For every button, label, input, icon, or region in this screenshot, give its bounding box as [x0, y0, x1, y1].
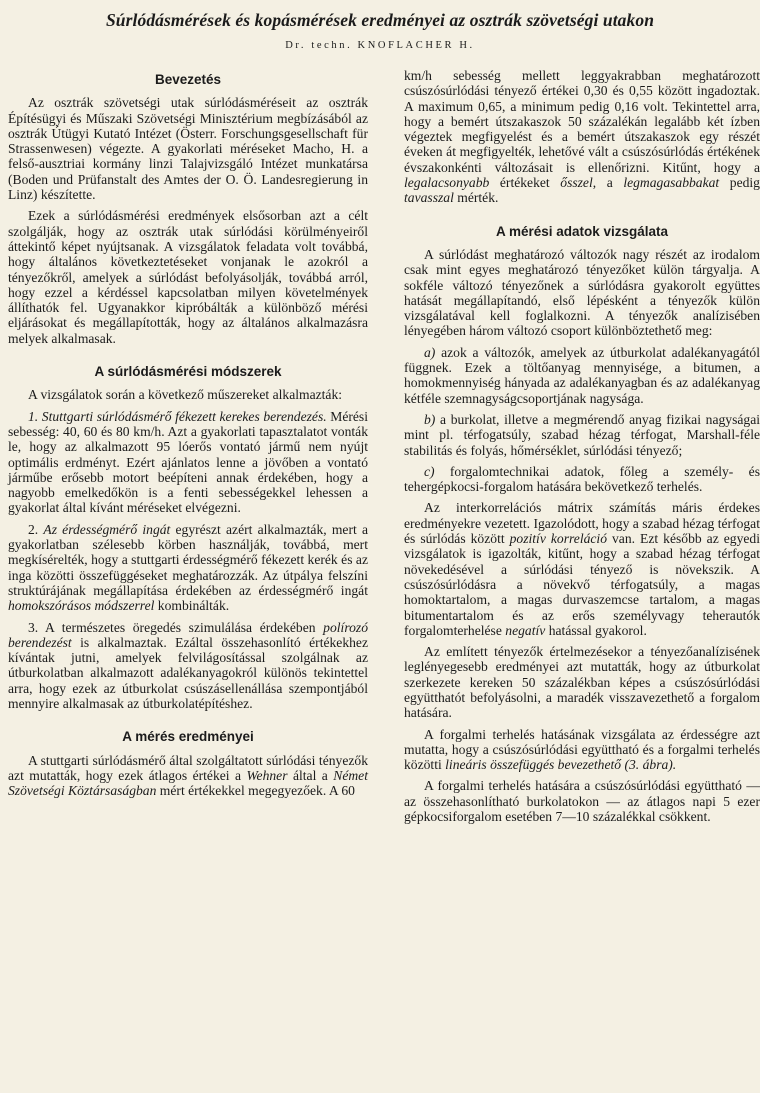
paragraph: A súrlódást meghatározó változók nagy részét az irodalom csak mint egyes meghatározó tényezőket külön tárgyalja. A sokféle változó tényezőnek a súrlódásra gyakorolt együttes hatását megállapítandó, első lépésként a tényezők külön vizsgálatával kell foglalkozni. A tényezők analízisében lényegében három változó csoport különböztethető meg:: [404, 246, 760, 339]
paragraph: 2. Az érdességmérő ingát egyrészt azért alkalmazták, mert a gyakorlatban szélesebb körben használják, továbbá, mert megkísérelték, hogy a stuttgarti érdességmérő fékezett kerék és az inga közötti összefüggéseket meghatározzák. Az útpálya felszíni struktúrájának megállapítása érdekében az érdességmérő ingát homokszórásos módszerrel kombinálták.: [8, 521, 368, 614]
list-marker: b): [424, 411, 436, 427]
paragraph: Az említett tényezők értelmezésekor a tényezőanalízisének leglényegesebb eredményei azt mutatták, hogy az útburkolat szerkezete kereken 50 százalékban képes a csúszósúrlódási együtthatót befolyásolni, a maradék visszavezethető a forgalom hatására.: [404, 644, 760, 721]
emphasis: legalacsonyabb: [404, 175, 490, 191]
paragraph: Az interkorrelációs mátrix számítás máris érdekes eredményekre vezetett. Igazolódott, hogy a szabad hézag térfogat és súrlódás között pozitív korreláció van. Ezt később az egyedi vizsgálatok is igazolták, kitűnt, hogy a szabad hézag térfogat növekedésével a súrlódási tényező is növekszik. A csúszósúrlódásra a növekvő térfogatsúly, a magas homoktartalom, a magas durvaszemcse tartalom, a magas bitumentartalom és az erős személyvagy teherautók forgalomterhelése negatív hatással gyakorol.: [404, 500, 760, 638]
article-title: Súrlódásmérések és kopásmérések eredményei az osztrák szövetségi utakon: [105, 10, 655, 30]
list-item: c) forgalomtechnikai adatok, főleg a személy- és tehergépkocsi-forgalom hatására bekövetkező terhelés.: [404, 463, 760, 495]
emphasis: pozitív korreláció: [509, 531, 607, 547]
emphasis: Az érdességmérő ingát: [43, 521, 171, 537]
section-heading-bevezetes: Bevezetés: [154, 72, 222, 87]
paragraph: 3. A természetes öregedés szimulálása érdekében polírozó berendezést is alkalmaztak. Ezáltal összehasonlító értékekhez kívántak jutni, amelyek felvilágosítással szolgálnak az útburkolatban alkalmazott adalékanyagokról különös tekintettel arra, hogy ezek az útburkolat csúszásellenállása szempontjából mennyire alkalmasak az útburkolatépítéshez.: [8, 619, 368, 711]
emphasis: Német Szövetségi Köztársaságban: [8, 767, 368, 799]
paragraph: km/h sebesség mellett leggyakrabban meghatározott csúszósúrlódási tényező értékei 0,30 és 0,55 között ingadoztak. A maximum 0,65, a minimum pedig 0,16 volt. Tekintettel arra, hogy a bemért útszakaszok 50 százalékán legalább két ízben végeztek megfigyelést és a bemért útszakaszok egy részét éveken át megfigyelték, lehetővé vált a csúszósúrlódás értékének évszakonkénti változásait is ellenőrizni. Kitűnt, hogy a legalacsonyabb értékeket ősszel, a legmagasabbakat pedig tavasszal mérték.: [404, 68, 760, 206]
paragraph: A stuttgarti súrlódásmérő által szolgáltatott súrlódási tényezők azt mutatták, hogy ezek átlagos értékei a Wehner által a Német Szövetségi Köztársaságban mért értékekkel megegyezőek. A 60: [8, 752, 368, 799]
emphasis: legmagasabbakat: [623, 175, 720, 191]
left-column: [8, 68, 368, 804]
emphasis: negatív: [505, 622, 546, 638]
emphasis: Wehner: [246, 767, 288, 783]
paragraph: Az osztrák szövetségi utak súrlódásméréseit az osztrák Építésügyi és Műszaki Szövetségi Minisztérium megbízásából az osztrák Útügyi Kutató Intézet (Österr. Forschungsgesellschaft für Strassenwesen) végezte. A gyakorlati méréseket Macho, H. a felső-ausztriai kormány linzi Talajvizsgáló Intézet munkatársa (Boden und Prüfanstalt des Amtes der O. Ö. Landesregierung in Linz) készítette.: [8, 95, 368, 203]
section-heading-eredmenyei: A mérés eredményei: [122, 729, 254, 745]
list-marker: c): [424, 463, 435, 479]
list-marker: a): [424, 344, 436, 360]
right-column: [404, 68, 760, 830]
emphasis: tavasszal: [404, 190, 454, 206]
section-heading-modszerek: A súrlódásmérési módszerek: [94, 364, 282, 380]
emphasis: homokszórásos módszerrel: [8, 598, 155, 614]
paragraph: A forgalmi terhelés hatására a csúszósúrlódási együttható — az összehasonlítható burkolatokon — az átlagos napi 5 ezer gépkocsiforgalom esetében 7—10 százalékkal csökkent.: [404, 778, 760, 825]
paragraph: A vizsgálatok során a következő műszereket alkalmazták:: [28, 387, 343, 403]
paragraph: Ezek a súrlódásmérési eredmények elsősorban azt a célt szolgálják, hogy az osztrák utak súrlódási körülményeiről áttekintő képet nyújtsanak. A vizsgálatok feladata volt továbbá, hogy általános következtetéseket vonjanak le azokról a tényezőkről, amelyek a súrlódást befolyásolják, továbbá arról, hogy ezzel a kérdéssel kapcsolatban milyen követelmények állíthatók fel. Ugyanakkor kipróbálták a különböző mérési eljárásokat és megállapították, hogy az általános alkalmazásra melyek alkalmasak.: [8, 208, 368, 346]
list-item: b) a burkolat, illetve a megmérendő anyag fizikai nagyságai mint pl. térfogatsúly, szabad hézag térfogat, Marshall-féle stabilitás és folyás, hőmérséklet, súrlódási tényező;: [404, 411, 760, 458]
list-item: a) azok a változók, amelyek az útburkolat adalékanyagától függnek. Ezek a töltőanyag mennyisége, a bitumen, a homokmennyiség hányada az adalékanyagban és az adalékanyag kétféle szemnagyságcsoportjának nagysága.: [404, 344, 760, 406]
emphasis: ősszel: [560, 175, 593, 191]
paragraph: A forgalmi terhelés hatásának vizsgálata az érdességre azt mutatta, hogy a csúszósúrlódási együttható és a forgalmi terhelés közötti lineáris összefüggés bevezethető (3. ábra).: [404, 726, 760, 773]
emphasis: 1. Stuttgarti súrlódásmérő fékezett kerekes berendezés.: [28, 408, 327, 424]
paragraph: 1. Stuttgarti súrlódásmérő fékezett kerekes berendezés. Mérési sebesség: 40, 60 és 80 km/h. Azt a gyakorlati tapasztalatot vonták le, hogy az alkalmazott 95 lóerős vontató jármű nem nyújt optimális erdményt. Ezért ajánlatos lenne a jövőben a vontató járműbe erősebb motort beépíteni annak érdekében, hogy a nagyobb emelkedőkön is a fenti sebességekkel lehessen a gyakorlat által kívánt méréseket elvégezni.: [8, 408, 368, 516]
section-heading-vizsgalata: A mérési adatok vizsgálata: [495, 223, 669, 239]
emphasis: lineáris összefüggés bevezethető (3. ábra).: [445, 757, 677, 773]
emphasis: polírozó berendezést: [8, 619, 368, 650]
author-line: Dr. techn. KNOFLACHER H.: [285, 40, 475, 51]
